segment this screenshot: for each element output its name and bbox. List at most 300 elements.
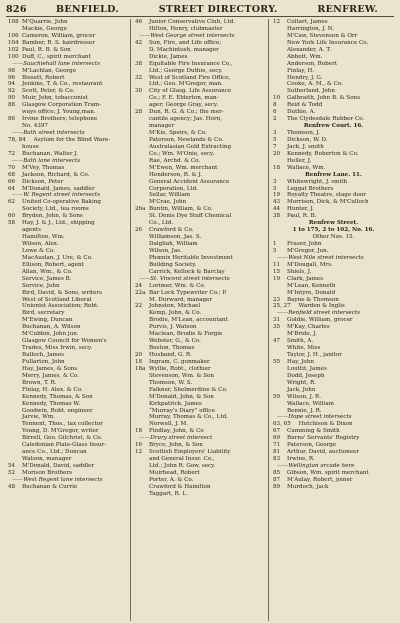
intersect-text: ——Wellington arcade here <box>277 463 355 469</box>
entry-continuation <box>8 401 128 408</box>
entry-name: Thomson, J. <box>287 130 320 136</box>
house-number: 11 <box>273 261 281 268</box>
entry-continuation <box>273 408 394 415</box>
entry-continuation <box>8 276 128 283</box>
entry-name: Society, Ltd., tea rooms <box>22 206 89 213</box>
entry-continuation <box>135 255 266 262</box>
entry-name: Brodie, M'Lean, accountant <box>149 317 228 324</box>
entry-name: Taggart, R. L. <box>149 490 188 497</box>
house-number: 25, 27 <box>273 303 291 310</box>
page-header <box>6 2 394 16</box>
entry-continuation <box>135 116 266 123</box>
intersect-line <box>273 310 394 317</box>
section-subheading <box>273 234 394 241</box>
house-number: 24 <box>135 282 143 289</box>
entry-continuation <box>273 47 394 54</box>
entry-name: Trades, Miss Irwin, secy. <box>22 345 93 352</box>
entry-continuation <box>135 331 266 338</box>
directory-entry <box>8 47 128 54</box>
house-number: 46 <box>135 19 143 25</box>
entry-continuation <box>135 345 266 352</box>
entry-continuation <box>135 123 266 130</box>
entry-continuation <box>135 477 266 484</box>
house-number: 69 <box>273 435 281 442</box>
house-number: 15 <box>273 268 281 275</box>
house-number: 8 <box>273 102 277 109</box>
entry-name: General Accident Assurance <box>149 178 230 185</box>
entry-name: Crawford & Hamilton <box>149 483 211 490</box>
entry-name: Leggat Brothers <box>287 185 334 192</box>
entry-name: Birrell, Geo. Gilchrist, & Co. <box>22 435 103 442</box>
entry-name: Harrington, J. N. <box>287 25 334 32</box>
entry-name: Paul, R. B. <box>287 213 317 220</box>
directory-entry <box>8 172 128 179</box>
entry-continuation <box>135 26 266 33</box>
directory-entry <box>273 435 394 442</box>
entry-name: Duthie, A. <box>287 109 316 116</box>
entry-name: Hilton, Henry, clubmaster <box>149 25 223 32</box>
directory-entry <box>135 19 266 26</box>
house-number: 81 <box>273 449 281 456</box>
house-number: 92 <box>8 88 16 95</box>
entry-continuation <box>135 95 266 102</box>
entry-name: Muir, John, tobacconist <box>22 95 88 102</box>
entry-continuation <box>273 88 394 95</box>
entry-name: M'Caw, Stevenson & Orr <box>287 32 358 39</box>
section-title: Renfrew Street. <box>308 220 359 227</box>
directory-entry <box>135 449 266 456</box>
entry-continuation <box>273 40 394 47</box>
intersect-line <box>8 61 128 68</box>
entry-name: Hendry, J. G. <box>287 74 323 81</box>
entry-name: Junior Conservative Club, Ltd. <box>149 19 236 25</box>
intersect-text: ——Drury street intersect <box>139 435 213 442</box>
entry-name: West of Scotland Fire Office, <box>149 74 231 81</box>
directory-entry <box>135 366 266 373</box>
intersect-line <box>135 33 266 40</box>
directory-entry <box>273 241 394 248</box>
directory-columns <box>6 19 396 621</box>
entry-continuation <box>135 421 266 428</box>
entry-continuation <box>135 130 266 137</box>
entry-continuation <box>135 317 266 324</box>
entry-name: Australasian Gold Extracting <box>149 143 232 150</box>
entry-continuation <box>135 102 266 109</box>
directory-entry <box>273 165 394 172</box>
entry-continuation <box>273 33 394 40</box>
entry-name: “Murray's Diary” office <box>149 407 215 414</box>
house-number: 62 <box>8 199 16 206</box>
entry-name: Scottish Employers' Liability <box>149 449 231 456</box>
directory-entry <box>8 95 128 102</box>
directory-entry <box>273 477 394 484</box>
entry-name: Kemp, John, & Co. <box>149 310 202 317</box>
entry-continuation <box>273 26 394 33</box>
entry-name: Paterson, George <box>287 442 337 449</box>
house-number: 88 <box>8 102 16 109</box>
house-number: 5 <box>273 136 277 143</box>
entry-name: Jack, J. smith <box>287 143 324 150</box>
entry-continuation <box>135 81 266 88</box>
entry-name: Mackie, George <box>22 25 67 32</box>
entry-continuation <box>8 290 128 297</box>
directory-entry <box>8 54 128 61</box>
entry-name: Rae, Archd. & Co. <box>149 157 201 164</box>
entry-continuation <box>8 303 128 310</box>
entry-continuation <box>135 380 266 387</box>
directory-entry <box>273 262 394 269</box>
entry-continuation <box>8 456 128 463</box>
directory-entry <box>8 137 128 144</box>
directory-entry <box>8 75 128 82</box>
house-number: 90 <box>8 95 16 102</box>
house-number: 18 <box>135 358 143 365</box>
entry-continuation <box>8 408 128 415</box>
house-number: 63, 65 <box>273 421 291 428</box>
entry-continuation <box>8 317 128 324</box>
entry-continuation <box>8 234 128 241</box>
directory-entry <box>8 151 128 158</box>
directory-entry <box>8 463 128 470</box>
house-number: 59 <box>273 393 281 400</box>
directory-entry <box>273 19 394 26</box>
house-number: 102 <box>8 46 19 53</box>
intersect-line <box>8 158 128 165</box>
entry-name: M'Lean, Kenneth <box>287 282 336 289</box>
section-heading <box>273 227 394 234</box>
entry-name: Williamson, Jas. S. <box>149 234 202 241</box>
entry-name: Wilson, Alex. <box>22 241 59 247</box>
directory-entry <box>135 428 266 435</box>
directory-entry <box>273 484 394 491</box>
entry-continuation <box>273 373 394 380</box>
entry-continuation <box>8 442 128 449</box>
directory-entry <box>273 95 394 102</box>
entry-continuation <box>135 151 266 158</box>
intersect-text: ——Bath street intersects <box>12 130 85 136</box>
entry-continuation <box>273 283 394 290</box>
entry-continuation <box>8 206 128 213</box>
entry-name: Dickie, James <box>149 53 188 60</box>
house-number: 23 <box>273 296 281 303</box>
entry-continuation <box>8 26 128 33</box>
entry-continuation <box>273 366 394 373</box>
entry-name: Equitable Fire Insurance Co., <box>149 60 233 67</box>
entry-name: Bryce, John, & Son <box>149 442 203 449</box>
intersect-line <box>135 276 266 283</box>
entry-name: Glasgow Corporation Tram- <box>22 102 101 109</box>
directory-entry <box>135 442 266 449</box>
entry-continuation <box>135 484 266 491</box>
entry-name: Bird, secretary <box>22 310 65 317</box>
entry-name: Abbott, Wm. <box>287 53 323 60</box>
house-number: 89 <box>273 483 281 490</box>
left-running-title: BENFIELD. <box>56 3 119 15</box>
entry-name: Kennedy, Thomas W. <box>22 400 80 407</box>
house-number: 20 <box>135 352 143 358</box>
entry-continuation <box>8 435 128 442</box>
entry-name: M'Ewen, Wm. merchant <box>149 164 218 171</box>
directory-entry <box>273 303 394 310</box>
intersect-text: ——West George street intersects <box>139 32 235 39</box>
intersect-text: ——Sauchiehall lane intersects <box>12 60 100 67</box>
directory-entry <box>135 359 266 366</box>
house-number: 48 <box>8 483 16 490</box>
entry-name: Co.; F. E. Elderton, man- <box>149 95 219 102</box>
house-number: 72 <box>8 150 16 157</box>
house-number: 78, 84 <box>8 136 26 143</box>
directory-entry <box>273 144 394 151</box>
entry-name: Paul, R. B. & Son <box>22 46 71 53</box>
entry-name: Caledonian Plate-Glass Insur- <box>22 442 107 449</box>
directory-entry <box>135 227 266 234</box>
entry-name: Co.; Wm. M'Onie, secy. <box>149 150 215 157</box>
directory-entry <box>135 290 266 297</box>
intersect-text: ——West Regent lane intersects <box>12 476 103 483</box>
house-number: 44 <box>273 206 281 213</box>
entry-continuation <box>8 373 128 380</box>
entry-continuation <box>135 269 266 276</box>
entry-continuation <box>135 414 266 421</box>
entry-name: Young, D. M'Gregor, writer <box>22 428 99 435</box>
entry-continuation <box>8 109 128 116</box>
entry-name: cantile agency; Jas. Horn, <box>149 116 223 123</box>
directory-entry <box>273 442 394 449</box>
house-number: 10 <box>273 95 281 102</box>
entry-continuation <box>135 179 266 186</box>
directory-entry <box>135 61 266 68</box>
entry-continuation <box>8 262 128 269</box>
intersect-text: ——Hope street intersects <box>277 414 352 421</box>
section-title: Renfrew Lane. 11. <box>305 171 362 178</box>
entry-continuation <box>135 54 266 61</box>
directory-entry <box>8 68 128 75</box>
house-number: 70 <box>8 164 16 171</box>
header-rule <box>6 16 394 17</box>
entry-continuation <box>135 248 266 255</box>
entry-name: Phœnix Heritable Investment <box>149 254 233 261</box>
house-number: 66 <box>8 178 16 185</box>
entry-continuation <box>273 54 394 61</box>
entry-name: Wilson, Jas. <box>149 247 182 254</box>
house-number: 12 <box>135 449 143 456</box>
page-number: 826 <box>6 3 27 15</box>
entry-continuation <box>8 248 128 255</box>
house-number: 26 <box>135 227 143 234</box>
entry-name: Arthur, David, auctioneer <box>287 449 360 456</box>
directory-entry <box>273 276 394 283</box>
directory-entry <box>273 248 394 255</box>
house-number: 1 <box>273 241 277 247</box>
house-number: 18 <box>135 428 143 435</box>
entry-continuation <box>135 137 266 144</box>
entry-continuation <box>273 352 394 359</box>
house-number: 71 <box>273 442 281 449</box>
entry-name: Duff, C., spirit merchant <box>22 53 91 60</box>
entry-name: D. Machintosh, manager <box>149 46 219 53</box>
directory-entry <box>8 165 128 172</box>
entry-name: Watson, manager <box>22 456 72 463</box>
entry-continuation <box>135 192 266 199</box>
entry-continuation <box>135 463 266 470</box>
entry-continuation <box>273 290 394 297</box>
directory-entry <box>273 186 394 193</box>
entry-continuation <box>8 449 128 456</box>
entry-name: Service, John <box>22 282 60 289</box>
entry-name: Stevenson, Wm. & Son <box>149 372 215 379</box>
entry-continuation <box>135 338 266 345</box>
entry-name: Brown, T. R. <box>22 379 57 386</box>
directory-entry <box>8 484 128 491</box>
entry-name: Alexander, A. T. <box>287 46 332 53</box>
entry-name: manager <box>149 123 175 130</box>
house-number: 32 <box>135 74 143 81</box>
entry-name: M'Lachlan, George <box>22 67 77 74</box>
entry-continuation <box>135 324 266 331</box>
entry-name: Asylum for the Blind Ware- <box>33 136 111 143</box>
entry-name: Bissett, Robert <box>22 74 65 81</box>
entry-name: M'Quarrie, John <box>22 19 68 25</box>
directory-entry <box>273 199 394 206</box>
entry-name: Dickson, W. D. <box>287 136 328 143</box>
entry-name: Hutchison & Dixon <box>298 421 353 428</box>
entry-name: Hay, J. & J., Ltd., shipping <box>22 220 95 227</box>
entry-name: United Co-operative Baking <box>22 199 101 206</box>
entry-name: ways office; J. Young,man. <box>22 109 96 116</box>
house-number: 52 <box>8 469 16 476</box>
entry-name: Goodwin, Robt. engineer <box>22 407 93 414</box>
house-number: 58 <box>8 220 16 227</box>
entry-name: Bird, David, & Sons, writers <box>22 289 102 296</box>
directory-entry <box>273 359 394 366</box>
entry-name: Jenkins, T. & Co., restaurant <box>22 81 103 88</box>
entry-name: Whitewright, J. smith <box>287 178 348 185</box>
entry-continuation <box>135 401 266 408</box>
entry-continuation <box>135 165 266 172</box>
entry-continuation <box>8 283 128 290</box>
entry-continuation <box>135 310 266 317</box>
entry-name: Wallace, Wm. <box>287 164 326 171</box>
entry-continuation <box>8 331 128 338</box>
entry-name: Morison Brothers <box>22 469 73 476</box>
entry-continuation <box>8 338 128 345</box>
entry-continuation <box>8 123 128 130</box>
section-heading <box>273 220 394 227</box>
entry-continuation <box>135 68 266 75</box>
entry-name: Muirhead, Robert <box>149 469 200 476</box>
entry-name: Sellar, William <box>149 192 191 199</box>
entry-name: Dalgliah, William <box>149 241 198 247</box>
entry-continuation <box>135 456 266 463</box>
house-number: 22a <box>135 289 146 296</box>
entry-name: Bayne & Thomson <box>287 296 339 303</box>
entry-name: Ellison, Robert, agent <box>22 261 84 268</box>
entry-name: M'Donald, James, saddler <box>22 185 95 192</box>
entry-name: Henderson, R. & J. <box>149 171 202 178</box>
house-number: 38 <box>273 213 281 220</box>
house-number: 2 <box>273 116 277 123</box>
entry-name: Galbraith, John B. & Sons <box>287 95 361 102</box>
directory-entry <box>8 33 128 40</box>
house-number: 18 <box>273 164 281 171</box>
house-number: 18a <box>135 365 146 372</box>
house-number: 42 <box>135 39 143 46</box>
entry-name: St. Denis Dye Stuff Chemical <box>149 213 232 220</box>
directory-entry <box>8 470 128 477</box>
house-number: 86 <box>8 116 16 123</box>
entry-name: M'Vey, Thomas <box>22 164 65 171</box>
entry-continuation <box>273 401 394 408</box>
entry-name: No. 4397 <box>22 123 48 130</box>
entry-name: Smith, A. <box>287 338 314 345</box>
house-number: 3 <box>273 178 277 185</box>
entry-name: Ltd.; George Duthie, secy. <box>149 67 223 74</box>
entry-name: Wright, R. <box>287 379 316 386</box>
entry-name: Dickson, Peter <box>22 178 64 185</box>
section-title: 1 to 175, 2 to 102, No. 16. <box>292 227 375 234</box>
entry-continuation <box>135 470 266 477</box>
directory-entry <box>273 109 394 116</box>
entry-name: Jarvie, Wm. <box>22 414 55 421</box>
entry-name: Dodd, Joseph <box>287 372 325 379</box>
directory-entry <box>8 213 128 220</box>
entry-name: Cameron, William, grocer <box>22 32 96 39</box>
entry-name: M'Gregor, Jun. <box>287 247 329 254</box>
directory-entry <box>273 213 394 220</box>
entry-name: City of Glasg. Life Assurance <box>149 88 232 95</box>
entry-name: Bamber, R. S. hairdresser <box>22 39 95 46</box>
house-number: 35 <box>273 324 281 331</box>
entry-continuation <box>135 220 266 227</box>
directory-entry <box>8 179 128 186</box>
entry-name: Reid & Todd <box>287 102 323 109</box>
intersect-text: ——St. Vincent street intersects <box>139 275 230 282</box>
house-number: 16 <box>135 442 143 449</box>
entry-name: Ingram, C. gunmaker <box>149 358 210 365</box>
entry-name: Buchanan & Currie <box>22 483 78 490</box>
directory-entry <box>273 206 394 213</box>
intersect-text: ——Renfield street intersects <box>277 310 360 317</box>
entry-name: Sun, Fire, and Life office; <box>149 39 222 46</box>
house-number: 43 <box>273 199 281 206</box>
directory-entry <box>8 88 128 95</box>
entry-continuation <box>135 158 266 165</box>
entry-name: Irvine Brothers; telephone <box>22 116 98 123</box>
entry-name: Finlay, H. Alex. & Co. <box>22 386 83 393</box>
directory-entry <box>273 449 394 456</box>
entry-name: Kennedy, Thomas, & Son <box>22 393 93 400</box>
section-heading <box>273 123 394 130</box>
directory-entry <box>273 421 394 428</box>
entry-name: Hay, John <box>287 358 315 365</box>
entry-name: Clark, James <box>287 275 324 282</box>
house-number: 22 <box>135 303 143 310</box>
directory-entry <box>8 220 128 227</box>
entry-continuation <box>8 366 128 373</box>
entry-continuation <box>273 331 394 338</box>
entry-name: Sutherland, John <box>287 88 335 95</box>
entry-continuation <box>273 61 394 68</box>
directory-entry <box>135 40 266 47</box>
entry-name: Wyllie, Robt., clothier <box>149 365 211 372</box>
entry-name: Anderson, Robert <box>287 60 337 67</box>
entry-name: Murdoch, Jack <box>287 483 329 490</box>
entry-continuation <box>8 255 128 262</box>
entry-name: Wilson, J. R. <box>287 393 321 400</box>
directory-entry <box>135 75 266 82</box>
entry-continuation <box>135 373 266 380</box>
entry-name: Johnston, Michael <box>149 303 201 310</box>
